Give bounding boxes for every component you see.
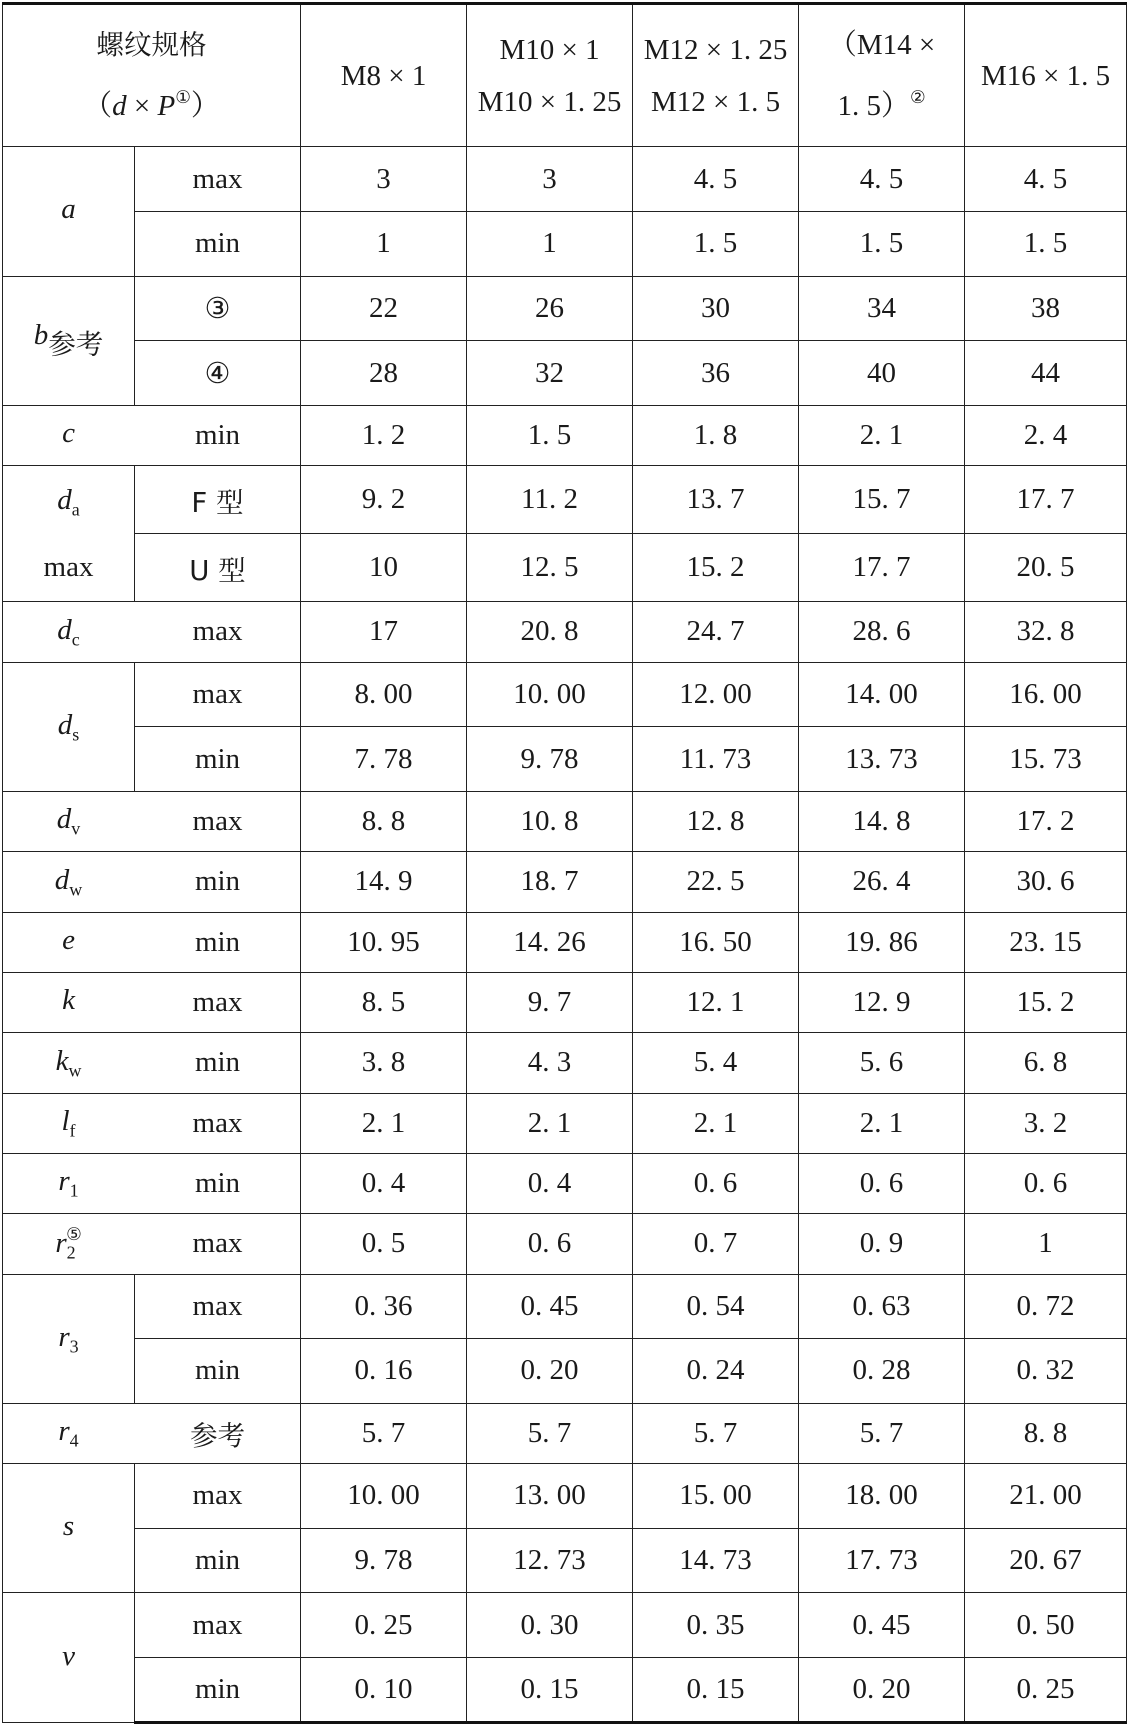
formula-close-paren: ）: [190, 90, 220, 123]
param-letter: r: [58, 1165, 70, 1198]
table-row: [3, 727, 1127, 792]
param-symbol: [33, 319, 104, 362]
param-letter: s: [62, 1510, 75, 1543]
value-cell: 20. 5: [965, 534, 1127, 602]
value-cell: 0. 6: [799, 1153, 965, 1213]
thread-spec-formula: [3, 71, 300, 132]
param-letter: d: [57, 708, 73, 741]
value-cell: 1. 2: [301, 405, 467, 465]
table-row: [3, 1593, 1127, 1658]
value-cell: 4. 3: [467, 1033, 633, 1093]
value-cell: 0. 9: [799, 1214, 965, 1274]
limit-label: max: [135, 147, 301, 212]
param-cell: [3, 276, 135, 405]
table-row: [3, 1033, 1127, 1093]
value-cell: 14. 73: [633, 1528, 799, 1593]
value-cell: 12. 00: [633, 662, 799, 727]
value-cell: 20. 8: [467, 602, 633, 662]
value-cell: 28. 6: [799, 602, 965, 662]
param-subscript: v: [71, 818, 81, 839]
table-row: [3, 341, 1127, 406]
value-cell: 5. 6: [799, 1033, 965, 1093]
value-cell: 5. 7: [467, 1403, 633, 1463]
value-cell: 40: [799, 341, 965, 406]
param-subscript: w: [68, 1059, 82, 1080]
param-symbol: [3, 471, 134, 538]
limit-label: min: [135, 1339, 301, 1404]
limit-label: min: [135, 852, 301, 912]
value-cell: 13. 73: [799, 727, 965, 792]
limit-label: max: [135, 662, 301, 727]
param-symbol: [62, 924, 75, 956]
column-header-text: 1. 5）: [837, 90, 910, 123]
param-cell: [3, 912, 135, 972]
limit-label: min: [135, 405, 301, 465]
param-symbol: [57, 613, 80, 650]
table-row: [3, 405, 1127, 465]
value-cell: 0. 10: [301, 1658, 467, 1723]
table-row: [3, 1339, 1127, 1404]
table-row: [3, 466, 1127, 534]
value-cell: 4. 5: [633, 147, 799, 212]
param-cell: [3, 602, 135, 662]
limit-label: min: [135, 727, 301, 792]
value-cell: 0. 6: [965, 1153, 1127, 1213]
value-cell: 14. 9: [301, 852, 467, 912]
value-cell: 0. 28: [799, 1339, 965, 1404]
param-letter: d: [54, 863, 70, 896]
value-cell: 1. 5: [467, 405, 633, 465]
value-cell: 15. 00: [633, 1464, 799, 1529]
param-subscript: s: [72, 723, 80, 744]
value-cell: 28: [301, 341, 467, 406]
value-cell: 2. 4: [965, 405, 1127, 465]
limit-label: max: [135, 1214, 301, 1274]
footnote-marker: ①: [175, 87, 191, 108]
value-cell: 1: [467, 211, 633, 276]
thread-spec-label: 螺纹规格: [96, 29, 207, 62]
value-cell: 10: [301, 534, 467, 602]
param-subscript: 参考: [48, 329, 104, 362]
value-cell: 0. 72: [965, 1274, 1127, 1339]
value-cell: 9. 78: [467, 727, 633, 792]
limit-label: ③: [135, 276, 301, 341]
limit-label: min: [135, 1528, 301, 1593]
limit-label: max: [135, 791, 301, 851]
value-cell: 10. 00: [467, 662, 633, 727]
table-row: [3, 1093, 1127, 1153]
value-cell: 14. 00: [799, 662, 965, 727]
value-cell: 5. 4: [633, 1033, 799, 1093]
value-cell: 0. 20: [799, 1658, 965, 1723]
param-cell: [3, 147, 135, 276]
table-row: [3, 972, 1127, 1032]
column-header-line: M10 × 1: [499, 33, 600, 66]
value-cell: 2. 1: [799, 1093, 965, 1153]
param-symbol: [57, 708, 80, 744]
value-cell: 8. 8: [965, 1403, 1127, 1463]
value-cell: 12. 5: [467, 534, 633, 602]
value-cell: 38: [965, 276, 1127, 341]
param-symbol: [62, 984, 75, 1016]
value-cell: 12. 8: [633, 791, 799, 851]
value-cell: 3: [301, 147, 467, 212]
value-cell: 0. 50: [965, 1593, 1127, 1658]
param-letter: b: [33, 319, 49, 352]
value-cell: 14. 26: [467, 912, 633, 972]
value-cell: 16. 00: [965, 662, 1127, 727]
value-cell: 0. 25: [301, 1593, 467, 1658]
limit-label: max: [135, 1274, 301, 1339]
value-cell: 2. 1: [633, 1093, 799, 1153]
param-symbol: [56, 803, 81, 839]
param-cell: [3, 1214, 135, 1274]
param-symbol: [58, 1165, 79, 1201]
value-cell: 11. 73: [633, 727, 799, 792]
value-cell: 0. 36: [301, 1274, 467, 1339]
limit-label: max: [135, 1464, 301, 1529]
value-cell: 19. 86: [799, 912, 965, 972]
param-subscript: 2: [66, 1242, 76, 1263]
param-subscript: 3: [69, 1335, 79, 1356]
value-cell: 0. 6: [467, 1214, 633, 1274]
column-header-line: M12 × 1. 5: [650, 85, 781, 118]
value-cell: 0. 35: [633, 1593, 799, 1658]
value-cell: 12. 73: [467, 1528, 633, 1593]
limit-label: max: [135, 1093, 301, 1153]
value-cell: 9. 7: [467, 972, 633, 1032]
value-cell: 17. 7: [799, 534, 965, 602]
param-subscript: 1: [69, 1180, 79, 1201]
value-cell: 24. 7: [633, 602, 799, 662]
param-subscript: c: [71, 629, 80, 650]
param-symbol: [55, 1044, 82, 1080]
column-header-line: [799, 71, 964, 132]
column-header-line: M10 × 1. 25: [477, 85, 622, 118]
value-cell: 7. 78: [301, 727, 467, 792]
value-cell: 11. 2: [467, 466, 633, 534]
value-cell: 15. 7: [799, 466, 965, 534]
table-row: [3, 1274, 1127, 1339]
value-cell: 0. 63: [799, 1274, 965, 1339]
limit-label: min: [135, 211, 301, 276]
value-cell: 0. 7: [633, 1214, 799, 1274]
param-letter: d: [57, 613, 72, 646]
value-cell: 1: [301, 211, 467, 276]
value-cell: 0. 4: [467, 1153, 633, 1213]
param-subscript: w: [69, 879, 83, 899]
value-cell: 18. 7: [467, 852, 633, 912]
table-row: [3, 1403, 1127, 1463]
footnote-marker: ⑤: [66, 1224, 82, 1245]
param-cell: [3, 1403, 135, 1463]
value-cell: 0. 25: [965, 1658, 1127, 1723]
value-cell: 1. 8: [633, 405, 799, 465]
value-cell: 3. 2: [965, 1093, 1127, 1153]
table-row: [3, 1658, 1127, 1723]
value-cell: 10. 8: [467, 791, 633, 851]
column-header-m8: [301, 4, 467, 147]
table-row: [3, 662, 1127, 727]
value-cell: 16. 50: [633, 912, 799, 972]
param-letter: k: [55, 1044, 69, 1077]
value-cell: 0. 15: [633, 1658, 799, 1723]
value-cell: 0. 4: [301, 1153, 467, 1213]
param-letter: r: [55, 1227, 67, 1260]
param-symbol: [55, 1224, 82, 1263]
param-letter: r: [58, 1320, 70, 1353]
param-cell: [3, 405, 135, 465]
value-cell: 5. 7: [301, 1403, 467, 1463]
value-cell: 17. 7: [965, 466, 1127, 534]
value-cell: 2. 1: [301, 1093, 467, 1153]
table-row: [3, 1153, 1127, 1213]
formula-open-paren: （: [83, 90, 113, 123]
param-cell: [3, 1033, 135, 1093]
value-cell: 22: [301, 276, 467, 341]
value-cell: 22. 5: [633, 852, 799, 912]
param-symbol: [61, 193, 76, 225]
value-cell: 10. 00: [301, 1464, 467, 1529]
param-subscript: 4: [69, 1430, 79, 1451]
limit-label: ④: [135, 341, 301, 406]
limit-label: max: [135, 1593, 301, 1658]
limit-label: U 型: [135, 534, 301, 602]
column-header-m12: [633, 4, 799, 147]
value-cell: 17. 73: [799, 1528, 965, 1593]
value-cell: 21. 00: [965, 1464, 1127, 1529]
table-row: [3, 1214, 1127, 1274]
value-cell: 1. 5: [965, 211, 1127, 276]
table-row: [3, 147, 1127, 212]
limit-label: min: [135, 912, 301, 972]
value-cell: 17. 2: [965, 791, 1127, 851]
value-cell: 9. 2: [301, 466, 467, 534]
value-cell: 1: [965, 1214, 1127, 1274]
value-cell: 26. 4: [799, 852, 965, 912]
limit-label: max: [135, 972, 301, 1032]
table-row: [3, 791, 1127, 851]
value-cell: 0. 6: [633, 1153, 799, 1213]
value-cell: 10. 95: [301, 912, 467, 972]
value-cell: 0. 32: [965, 1339, 1127, 1404]
param-letter: l: [61, 1105, 70, 1138]
param-cell: [3, 1153, 135, 1213]
value-cell: 18. 00: [799, 1464, 965, 1529]
limit-label: min: [135, 1153, 301, 1213]
value-cell: 0. 45: [799, 1593, 965, 1658]
param-subscript: a: [71, 499, 80, 520]
param-cell: [3, 1593, 135, 1723]
param-symbol: [63, 1510, 74, 1542]
param-cell: [3, 972, 135, 1032]
value-cell: 32: [467, 341, 633, 406]
value-cell: 32. 8: [965, 602, 1127, 662]
param-cell: [3, 466, 135, 602]
table-row: [3, 1528, 1127, 1593]
thread-spec-table: [2, 2, 1127, 1724]
value-cell: 13. 7: [633, 466, 799, 534]
value-cell: 8. 5: [301, 972, 467, 1032]
column-header-line: M8 × 1: [340, 59, 427, 92]
value-cell: 0. 20: [467, 1339, 633, 1404]
param-letter: v: [62, 1639, 75, 1672]
value-cell: 0. 30: [467, 1593, 633, 1658]
table-row: [3, 276, 1127, 341]
param-cell: [3, 791, 135, 851]
param-symbol: [62, 1640, 75, 1672]
value-cell: 2. 1: [799, 405, 965, 465]
value-cell: 0. 16: [301, 1339, 467, 1404]
table-row: [3, 534, 1127, 602]
value-cell: 1. 5: [799, 211, 965, 276]
value-cell: 36: [633, 341, 799, 406]
value-cell: 20. 67: [965, 1528, 1127, 1593]
footnote-marker: ②: [909, 87, 926, 108]
header-row: [3, 4, 1127, 147]
param-symbol: [61, 1105, 76, 1141]
value-cell: 4. 5: [799, 147, 965, 212]
value-cell: 0. 24: [633, 1339, 799, 1404]
param-cell: [3, 1093, 135, 1153]
column-header-line: M12 × 1. 25: [643, 33, 788, 66]
column-header-line: （M14 ×: [827, 29, 936, 62]
value-cell: 17: [301, 602, 467, 662]
value-cell: 26: [467, 276, 633, 341]
param-letter: c: [62, 417, 75, 450]
value-cell: 9. 78: [301, 1528, 467, 1593]
formula-d: d: [112, 90, 127, 123]
value-cell: 15. 2: [633, 534, 799, 602]
value-cell: 14. 8: [799, 791, 965, 851]
column-header-m14: [799, 4, 965, 147]
table-row: [3, 912, 1127, 972]
value-cell: 8. 00: [301, 662, 467, 727]
value-cell: 12. 1: [633, 972, 799, 1032]
value-cell: 0. 5: [301, 1214, 467, 1274]
param-symbol: [54, 863, 83, 899]
value-cell: 34: [799, 276, 965, 341]
formula-p: P: [157, 90, 176, 123]
table-row: [3, 1464, 1127, 1529]
column-header-line: M16 × 1. 5: [980, 59, 1111, 92]
param-symbol: [58, 1320, 79, 1356]
value-cell: 30: [633, 276, 799, 341]
value-cell: 23. 15: [965, 912, 1127, 972]
value-cell: 2. 1: [467, 1093, 633, 1153]
value-cell: 4. 5: [965, 147, 1127, 212]
param-cell: [3, 852, 135, 912]
value-cell: 15. 2: [965, 972, 1127, 1032]
value-cell: 3. 8: [301, 1033, 467, 1093]
param-letter: r: [58, 1415, 70, 1448]
limit-label: 参考: [135, 1403, 301, 1463]
value-cell: 0. 45: [467, 1274, 633, 1339]
limit-label: min: [135, 1033, 301, 1093]
value-cell: 15. 73: [965, 727, 1127, 792]
param-letter: e: [62, 924, 75, 957]
param-subscript: f: [69, 1120, 76, 1141]
value-cell: 44: [965, 341, 1127, 406]
param-cell: [3, 1464, 135, 1593]
value-cell: 5. 7: [633, 1403, 799, 1463]
value-cell: 6. 8: [965, 1033, 1127, 1093]
value-cell: 5. 7: [799, 1403, 965, 1463]
param-cell: [3, 1274, 135, 1403]
param-letter: a: [61, 193, 76, 226]
table-row: [3, 211, 1127, 276]
value-cell: 0. 54: [633, 1274, 799, 1339]
table-row: [3, 852, 1127, 912]
column-header-m16: [965, 4, 1127, 147]
value-cell: 12. 9: [799, 972, 965, 1032]
limit-label: min: [135, 1658, 301, 1723]
value-cell: 30. 6: [965, 852, 1127, 912]
param-letter: k: [62, 984, 75, 1017]
param-symbol: [62, 417, 75, 449]
param-qualifier: max: [43, 551, 94, 584]
value-cell: 1. 5: [633, 211, 799, 276]
formula-times: ×: [126, 90, 158, 123]
param-cell: [3, 662, 135, 791]
table-row: [3, 602, 1127, 662]
column-header-m10: [467, 4, 633, 147]
limit-label: max: [135, 602, 301, 662]
param-letter: d: [57, 484, 72, 517]
param-letter: d: [56, 803, 72, 836]
value-cell: 13. 00: [467, 1464, 633, 1529]
limit-label: F 型: [135, 466, 301, 534]
thread-spec-header-cell: [3, 4, 301, 147]
value-cell: 8. 8: [301, 791, 467, 851]
param-symbol: [58, 1415, 79, 1451]
value-cell: 0. 15: [467, 1658, 633, 1723]
value-cell: 3: [467, 147, 633, 212]
